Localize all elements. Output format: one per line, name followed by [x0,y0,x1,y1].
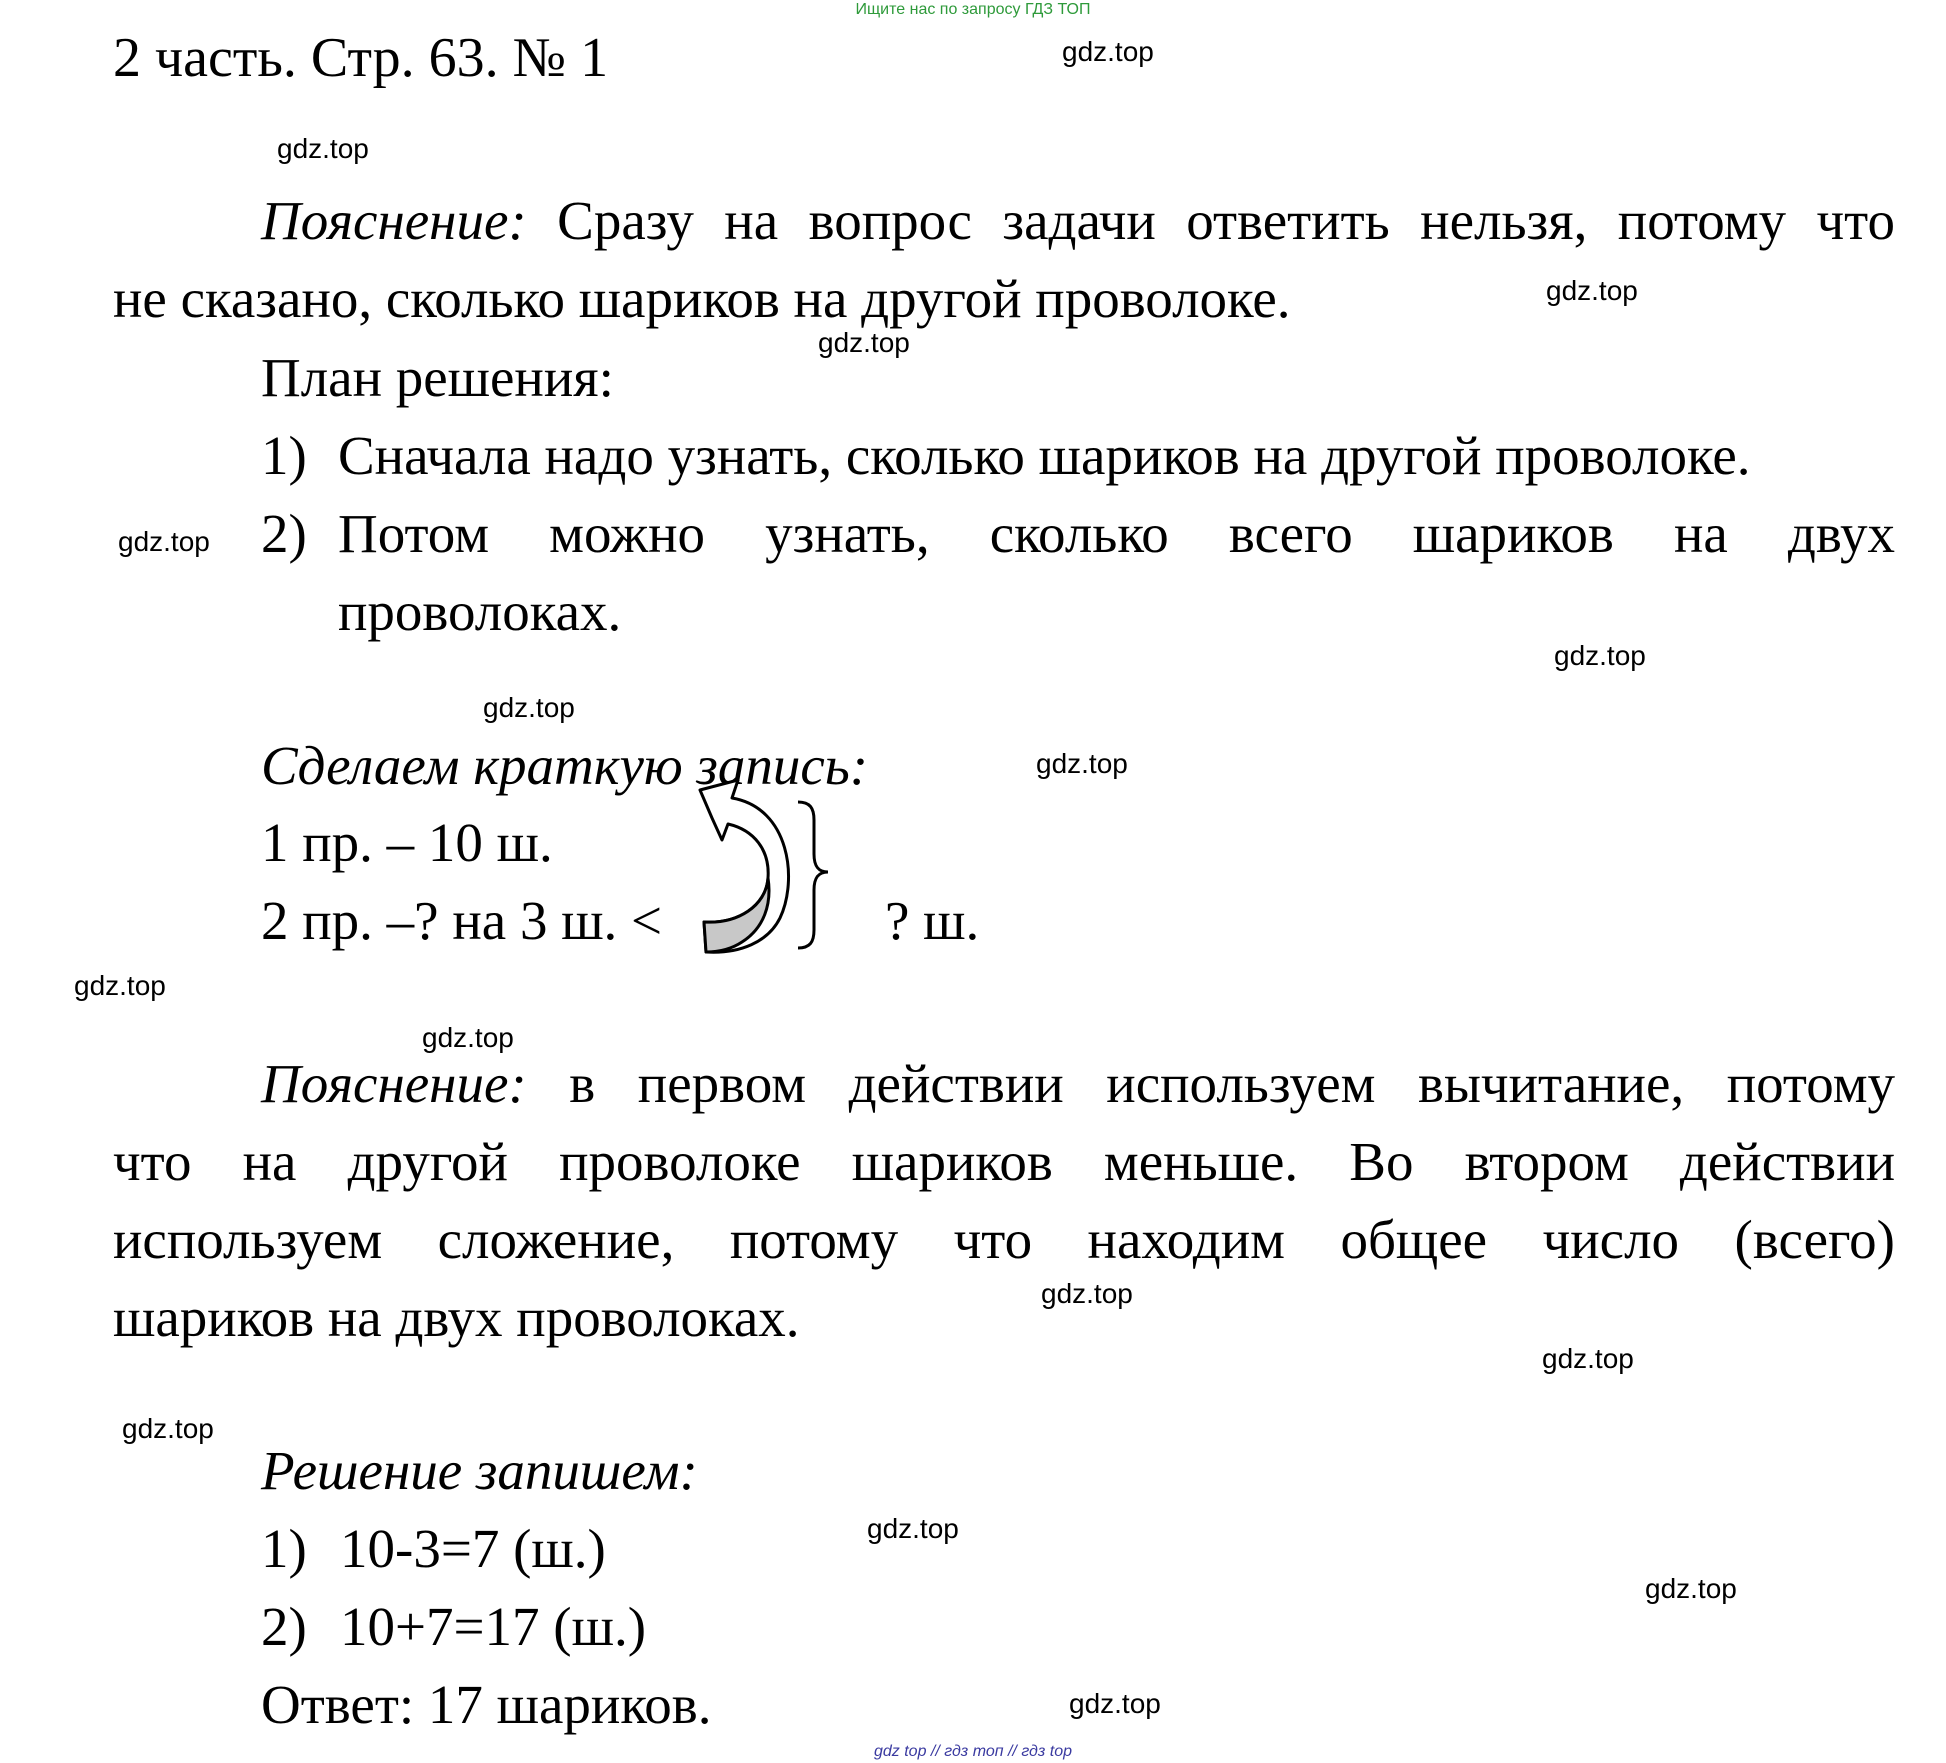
solution-step-2-text: 10+7=17 (ш.) [340,1596,647,1657]
plan-item-1-text: Сначала надо узнать, сколько шариков на другой проволоке. [338,425,1751,486]
explanation-2-line-2: что на другой проволоке шариков меньше. Во втором действии [113,1131,1895,1192]
explanation-2-label: Пояснение: [261,1053,527,1114]
solution-step-1-text: 10-3=7 (ш.) [340,1518,606,1579]
answer: Ответ: 17 шариков. [261,1674,712,1735]
watermark: gdz.top [1645,1573,1737,1604]
explanation-1-line-2: не сказано, сколько шариков на другой проволоке. [113,268,1291,329]
solution-title: Решение запишем: [261,1440,698,1501]
plan-item-2-text-cont: проволоках. [338,581,622,642]
watermark: gdz.top [1546,275,1638,306]
brace-icon [798,802,828,948]
solution-step-1-num: 1) [261,1518,307,1579]
explanation-1-line-1: Пояснение: Сразу на вопрос задачи ответить нельзя, потому что [261,190,1895,251]
page-title: 2 часть. Стр. 63. № 1 [113,27,609,89]
watermark: gdz.top [277,133,369,164]
short-record-line-2: 2 пр. –? на 3 ш. < [261,890,663,951]
plan-item-1-num: 1) [261,425,307,486]
watermark: gdz.top [483,692,575,723]
explanation-2-line-1: Пояснение: в первом действии используем вычитание, потому [261,1053,1895,1114]
explanation-2-line-4: шариков на двух проволоках. [113,1287,800,1348]
footer: gdz top // гдз топ // гдз top [873,1743,1072,1760]
solution-step-2-num: 2) [261,1596,307,1657]
short-record-line-1: 1 пр. – 10 ш. [261,812,553,873]
watermark: gdz.top [1041,1278,1133,1309]
explanation-1-label: Пояснение: [261,190,527,251]
watermark: gdz.top [1069,1688,1161,1719]
watermark: gdz.top [818,327,910,358]
watermark: gdz.top [74,970,166,1001]
watermark: gdz.top [1062,36,1154,67]
watermark: gdz.top [1036,748,1128,779]
comparison-arrow-diagram [680,780,840,965]
plan-item-2-num: 2) [261,503,307,564]
plan-title: План решения: [261,347,614,408]
short-record-title: Сделаем краткую запись: [261,735,869,796]
watermark: gdz.top [422,1022,514,1053]
explanation-2-line-3: используем сложение, потому что находим общее число (всего) [113,1209,1895,1270]
explanation-2 [113,1045,1895,1357]
watermark: gdz.top [122,1413,214,1444]
watermark: gdz.top [118,526,210,557]
watermark: gdz.top [1542,1343,1634,1374]
watermark: gdz.top [867,1513,959,1544]
plan-item-2-text: Потом можно узнать, сколько всего шариков на двух [338,503,1895,564]
top-note: Ищите нас по запросу ГДЗ ТОП [855,1,1091,18]
short-record-total: ? ш. [885,890,980,951]
watermark: gdz.top [1554,640,1646,671]
explanation-1 [113,182,1895,338]
